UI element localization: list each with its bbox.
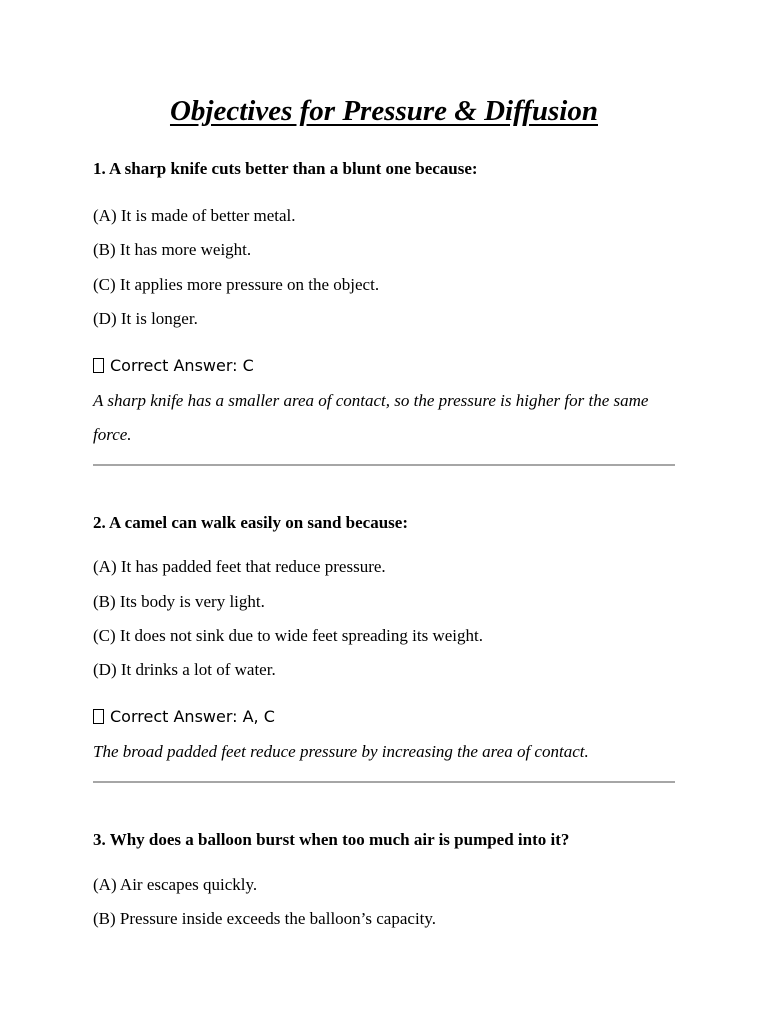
question-3-option-b: (B) Pressure inside exceeds the balloon’s capacity. <box>93 909 437 928</box>
question-2-option-d: (D) It drinks a lot of water. <box>93 660 276 679</box>
question-1-option-a: (A) It is made of better metal. <box>93 206 296 225</box>
question-2-option-b: (B) Its body is very light. <box>93 592 265 611</box>
question-3-option-a: (A) Air escapes quickly. <box>93 875 258 894</box>
check-box-icon <box>93 358 104 373</box>
question-3-text: 3. Why does a balloon burst when too much air is pumped into it? <box>93 830 570 849</box>
question-1-answer <box>93 356 254 376</box>
question-1-option-d: (D) It is longer. <box>93 309 198 328</box>
question-2-option-a: (A) It has padded feet that reduce pressure. <box>93 557 386 576</box>
section-divider <box>93 464 675 466</box>
question-2-answer <box>93 707 275 727</box>
question-2-option-c: (C) It does not sink due to wide feet spreading its weight. <box>93 626 483 645</box>
question-1-answer-text: Correct Answer: C <box>110 356 254 375</box>
question-2-text: 2. A camel can walk easily on sand because: <box>93 513 408 532</box>
question-1-explanation: A sharp knife has a smaller area of contact, so the pressure is higher for the same force. <box>93 391 649 444</box>
question-1-option-b: (B) It has more weight. <box>93 240 252 259</box>
question-2-explanation: The broad padded feet reduce pressure by increasing the area of contact. <box>93 742 589 761</box>
section-divider <box>93 781 675 783</box>
check-box-icon <box>93 709 104 724</box>
question-2-answer-text: Correct Answer: A, C <box>110 707 275 726</box>
page-title: Objectives for Pressure & Diffusion <box>169 95 598 127</box>
question-1-option-c: (C) It applies more pressure on the object. <box>93 275 380 294</box>
question-1-text: 1. A sharp knife cuts better than a blunt one because: <box>93 159 478 178</box>
